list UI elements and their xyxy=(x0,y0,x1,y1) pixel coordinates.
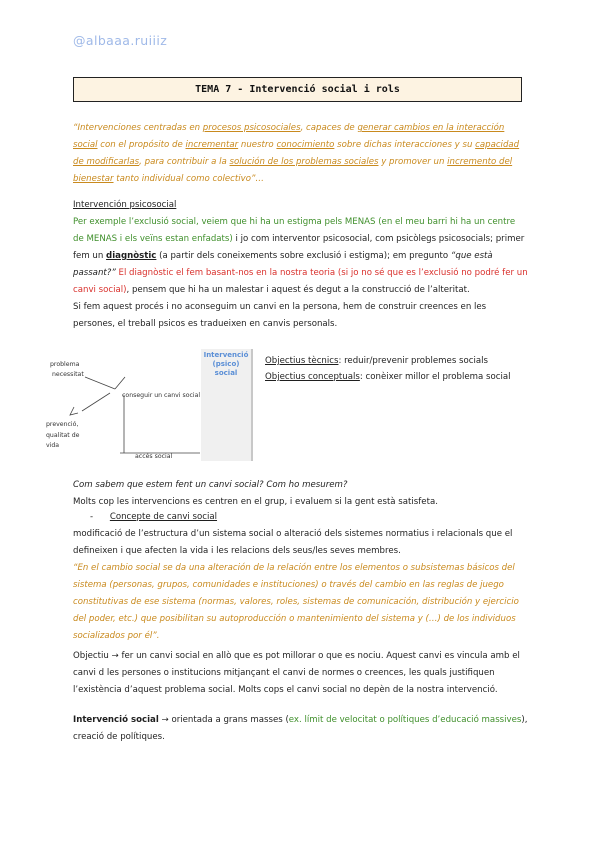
bullet-dash: - xyxy=(90,512,94,522)
diagram-label-vida: vida xyxy=(46,442,60,449)
objective-label: Objectius conceptuals xyxy=(265,372,360,382)
psico-red-text: (si jo no sé que es l’exclusió no podré fer un canvi social) xyxy=(73,268,528,295)
quote-text: , para contribuir a la xyxy=(139,157,230,167)
quote-text: y promover un xyxy=(378,157,448,167)
psico-red-text: El diagnòstic el fem basant-nos en la nostra teoria xyxy=(115,268,336,278)
psico-question: “que està passant?” xyxy=(73,251,493,278)
quote-underline: capacidad de modificarlas xyxy=(73,140,520,167)
intervention-box xyxy=(201,349,253,461)
quote-text: con el propósito de xyxy=(97,140,186,150)
quote-underline: conocimiento xyxy=(276,140,335,150)
objective-conceptual xyxy=(265,369,511,385)
objective-text: : reduir/prevenir problemes socials xyxy=(338,356,489,366)
psico-heading: Intervención psicosocial xyxy=(73,200,177,210)
quote-underline: solución de los problemas sociales xyxy=(229,157,379,167)
diagram-label-prevencio: prevenció, xyxy=(46,421,79,428)
quote-text: “Intervenciones centradas en xyxy=(73,123,203,133)
psico-text: , pensem que hi ha un malestar i aquest és degut a la construcció de l’alteritat. xyxy=(126,285,470,295)
psico-text: i jo com interventor psicosocial, com psicòlegs psicosocials; primer fem un xyxy=(73,234,525,261)
measure-question: Com sabem que estem fent un canvi social? Com ho mesurem? xyxy=(73,480,348,490)
quote-underline: procesos psicosociales xyxy=(202,123,301,133)
quote-underline: incremento del bienestar xyxy=(73,157,513,184)
quote-text: sobre dichas interacciones y su xyxy=(334,140,476,150)
intervencio-paragraph xyxy=(73,712,528,746)
canvi-heading: Concepte de canvi social xyxy=(109,512,218,522)
box-label-line: social xyxy=(214,369,238,377)
intervention-box-label xyxy=(201,351,251,378)
box-label-line: Intervenció xyxy=(203,351,249,359)
quote-text: tanto individual como colectivo”… xyxy=(113,174,264,184)
objective-label: Objectius tècnics xyxy=(265,356,339,366)
objective-text: : conèixer millor el problema social xyxy=(359,372,511,382)
measure-answer: Molts cop les intervencions es centren en el grup, i evaluem si la gent està satisfeta. xyxy=(73,497,438,507)
diagram-label-acces: accés social xyxy=(135,453,173,460)
psico-text: (a partir dels coneixements sobre exclusió i estigma); em pregunto xyxy=(156,251,451,261)
title-box xyxy=(73,77,522,102)
quote-text: nuestro xyxy=(238,140,277,150)
intervencio-example: ex. límit de velocitat o polítiques d’educació massives xyxy=(288,715,522,725)
diagram-label-conseguir: conseguir un canvi social xyxy=(122,392,201,399)
canvi-section xyxy=(73,526,528,645)
canvi-quote: “En el cambio social se da una alteración de la relación entre los elementos o subsistemas básicos del sistema (personas, grupos, comunidades e instituciones) o través del cambio en las reglas de juego constitutivas de ese sistema (normas, valores, roles, sistemas de comunicación, distribución y ejercicio del poder, etc.) que posibilitan su autoproducción o mantenimiento del sistema y (…) de los individuos socializados por él”. xyxy=(73,563,519,641)
diagram-label-qualitat: qualitat de xyxy=(46,432,80,439)
objectives-list xyxy=(265,353,511,385)
diagram-label-problema: problema xyxy=(50,361,80,368)
quote-text: , capaces de xyxy=(300,123,358,133)
quote-underline: generar cambios en la interacción social xyxy=(73,123,505,150)
intervencio-text: ), creació de polítiques. xyxy=(73,715,528,742)
author-handle: @albaaa.ruiiiz xyxy=(73,33,168,48)
psico-paragraph xyxy=(73,214,528,299)
page-title: TEMA 7 - Intervenció social i rols xyxy=(195,84,400,95)
psico-paragraph-2: Si fem aquest procés i no aconseguim un canvi en la persona, hem de construir creences en les persones, el treball psicos es tradueixen en canvis personals. xyxy=(73,302,487,329)
measure-section xyxy=(73,477,528,511)
diagram-label-necessitat: necessitat xyxy=(52,371,84,378)
psico-example: Per exemple l’exclusió social, veiem que hi ha un estigma pels MENAS (en el meu barri hi ha un centre de MENAS i els veïns estan enfadats) xyxy=(73,217,516,244)
objective-technical xyxy=(265,353,511,369)
quote-underline: incrementar xyxy=(185,140,239,150)
intervencio-label: Intervenció social xyxy=(73,715,159,725)
objectiu-paragraph: Objectiu → fer un canvi social en allò que es pot millorar o que es nociu. Aquest canvi es vincula amb el canvi d les persones o institucions mitjançant el canvi de normes o creences, les quals justifiquen l’existència d’aquest problema social. Molts cops el canvi social no depèn de la nostra intervenció. xyxy=(73,651,520,695)
canvi-definition: modificació de l’estructura d’un sistema social o alteració dels sistemes normatius i relacionals que el defineixen i que afecten la vida i les relacions dels seus/les seves membres. xyxy=(73,529,513,556)
psico-section xyxy=(73,197,528,333)
intro-quote xyxy=(73,120,528,188)
box-label-line: (psico) xyxy=(212,360,240,368)
canvi-heading-line xyxy=(90,509,217,526)
intervencio-text: → orientada a grans masses ( xyxy=(158,715,289,725)
psico-diagnostic: diagnòstic xyxy=(106,251,157,261)
